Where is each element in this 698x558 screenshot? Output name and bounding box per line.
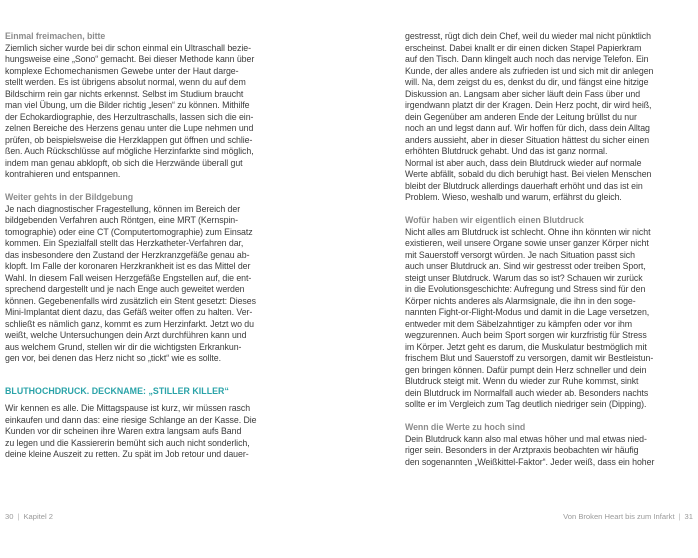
text-line: deine kleine Auszeit zu retten. Zu spät im Job retour und dauer- xyxy=(5,449,249,459)
text-line: Problem. Wieso, weshalb und warum, erfährst du gleich. xyxy=(405,192,622,202)
text-line: hungsweise eine „Sono“ gemacht. Bei dieser Methode kann über xyxy=(5,54,255,64)
text-line: Kunden vor dir scheinen ihre Waren extra langsam aufs Band xyxy=(5,426,242,436)
left-column xyxy=(5,31,293,461)
text-line: wegzurennen. Auch beim Sport sorgen wir kurzfristig für Stress xyxy=(405,330,647,340)
text-line: klopft. Im Falle der koronaren Herzkrankheit ist es das Mittel der xyxy=(5,261,251,271)
text-line: irgendwann platzt dir der Kragen. Dein Herz pocht, dir wird heiß, xyxy=(405,100,652,110)
footer-right: Von Broken Heart bis zum Infarkt | 31 xyxy=(563,512,693,521)
footer-left: 30 | Kapitel 2 xyxy=(5,512,53,521)
text-line: weißt, welche Untersuchungen dein Arzt durchführen kann und xyxy=(5,330,247,340)
text-line: bildgebenden Verfahren auch Röntgen, eine MRT (Kernspin- xyxy=(5,215,239,225)
footer-chapter: Kapitel 2 xyxy=(23,512,53,521)
text-line: man viel Übung, um die Bilder richtig „lesen“ zu können. Mithilfe xyxy=(5,100,250,110)
text-line: erhöhten Blutdruck gehabt. Und das ist ganz normal. xyxy=(405,146,608,156)
text-line: sprechend dargestellt und je nach Enge auch geweitet werden xyxy=(5,284,245,294)
text-line: erscheinst. Dabei knallt er dir einen dicken Stapel Papierkram xyxy=(405,42,642,53)
text-line: das insbesondere den Zustand der Herzkranzgefäße genau ab- xyxy=(5,249,250,260)
text-line: tomographie) oder eine CT (Computertomographie) zum Einsatz xyxy=(5,226,253,237)
text-line: Nicht alles am Blutdruck ist schlecht. Ohne ihn könnten wir nicht xyxy=(405,226,651,237)
chapter-heading-bluthochdruck: BLUTHOCHDRUCK. DECKNAME: „STILLER KILLER“ xyxy=(5,385,229,396)
text-line: gen bringen können. Dafür pumpt dein Herz schneller und dein xyxy=(405,364,647,375)
text-line: indem man genau abklopft, ob sich die Herzwände überall gut xyxy=(5,157,243,168)
text-line: komplexe Echomechanismen Gewebe unter der Haut darge- xyxy=(5,65,239,76)
text-line: gen vor, bei denen das Herz nicht so „tickt“ wie es sollte. xyxy=(5,353,221,363)
text-line: Normal ist aber auch, dass dein Blutdruck wieder auf normale xyxy=(405,157,642,168)
text-line: der Echokardiographie, des Herzultraschalls, lassen sich die ein- xyxy=(5,111,254,122)
text-line: den sogenannten „Weißkittel-Faktor“. Jeder weiß, dass ein hoher xyxy=(405,456,655,467)
text-line: Dein Blutdruck kann also mal etwas höher und mal etwas nied- xyxy=(405,433,647,444)
text-line: stellt werden. Es ist übrigens absolut normal, wenn du auf dem xyxy=(5,77,246,87)
text-line: ßen. Auch Rückschlüsse auf mögliche Herzinfarkte sind möglich, xyxy=(5,146,254,156)
text-line: gestresst, rügt dich dein Chef, weil du wieder mal nicht pünktlich xyxy=(405,31,651,41)
text-line: Bildschirm rein gar nichts erkennst. Selbst im Studium braucht xyxy=(5,88,244,99)
section-heading-bildgebung: Weiter gehts in der Bildgebung xyxy=(5,192,134,202)
text-line: einkaufen und dann das: eine riesige Schlange an der Kasse. Die xyxy=(5,414,257,425)
page-number-right: 31 xyxy=(684,512,693,521)
right-column xyxy=(405,31,693,468)
text-line: zelnen Bereiche des Herzens genau unter die Lupe nehmen und xyxy=(5,123,254,133)
text-line: Körper nichts anderes als Alarmsignale, die ihn in den soge- xyxy=(405,295,636,306)
text-line: Wir kennen es alle. Die Mittagspause ist kurz, wir müssen rasch xyxy=(5,403,251,413)
text-line: auch unser Blutdruck an. Sind wir gestresst oder treiben Sport, xyxy=(405,261,646,271)
right-page xyxy=(349,0,698,558)
text-line: im Körper. Jetzt geht es darum, die Muskulatur bestmöglich mit xyxy=(405,341,647,352)
text-line: Mini-Implantat dient dazu, das Gefäß weiter offen zu halten. Ver- xyxy=(5,307,253,317)
paragraph-werte xyxy=(405,434,693,469)
paragraph-stress xyxy=(405,31,693,204)
text-line: Ziemlich sicher wurde bei dir schon einmal ein Ultraschall bezie- xyxy=(5,42,251,53)
page-number-left: 30 xyxy=(5,512,14,521)
text-line: prüfen, ob beispielsweise die Herzklappen gut öffnen und schlie- xyxy=(5,134,253,145)
section-heading-werte: Wenn die Werte zu hoch sind xyxy=(405,422,526,432)
text-line: Diskussion an. Langsam aber sicher läuft dein Fass über und xyxy=(405,88,641,99)
paragraph-mittagspause xyxy=(5,403,293,461)
text-line: bleibt der Blutdruck allerdings dauerhaft erhöht und das ist ein xyxy=(405,180,643,191)
footer-title: Von Broken Heart bis zum Infarkt xyxy=(563,512,675,521)
text-line: können. Gegebenenfalls wird zusätzlich ein Stent gesetzt: Dieses xyxy=(5,295,256,306)
text-line: frischem Blut und Sauerstoff zu versorgen, damit wir Bestleistun- xyxy=(405,353,654,363)
text-line: sollte er im Vergleich zum Tag deutlich niedriger sein (Dipping). xyxy=(405,399,647,409)
text-line: riger sein. Besonders in der Arztpraxis beobachten wir häufig xyxy=(405,445,639,455)
paragraph-bildgebung xyxy=(5,204,293,365)
text-line: dein Blutdruck im Normalfall auch wieder ab. Besonders nachts xyxy=(405,387,649,398)
text-line: kontrahieren und entspannen. xyxy=(5,169,121,179)
section-heading-wofuer: Wofür haben wir eigentlich einen Blutdruck xyxy=(405,215,584,225)
text-line: in die Evolutionsgeschichte: Aufregung und Stress sind für den xyxy=(405,284,646,294)
paragraph-blutdruck-zweck xyxy=(405,227,693,411)
text-line: Werte abfällt, sobald du dich beruhigt hast. Bei vielen Menschen xyxy=(405,169,652,179)
text-line: auf den Tisch. Dann klingelt auch noch das nervige Telefon. Ein xyxy=(405,54,649,64)
text-line: dein Gegenüber am anderen Ende der Leitung brüllst du nur xyxy=(405,111,637,122)
text-line: kommen. Ein Spezialfall stellt das Herzkatheter-Verfahren dar, xyxy=(5,238,244,248)
text-line: nannten Fight-or-Flight-Modus und damit in die Lage versetzen, xyxy=(405,307,650,317)
text-line: Blutdruck steigt mit. Wenn du wieder zur Ruhe kommst, sinkt xyxy=(405,376,639,386)
text-line: entweder mit dem Säbelzahntiger zu kämpfen oder vor ihm xyxy=(405,318,632,329)
text-line: zu legen und die Kassiererin bemüht sich auch nicht sonderlich, xyxy=(5,437,250,448)
section-heading-freimachen: Einmal freimachen, bitte xyxy=(5,31,106,41)
text-line: Je nach diagnostischer Fragestellung, können im Bereich der xyxy=(5,203,241,214)
text-line: anders aussieht, aber in dieser Situation hättest du sicher einen xyxy=(405,134,650,145)
text-line: steigt unser Blutdruck. Warum das so ist? Schauen wir zurück xyxy=(405,272,643,283)
text-line: Wahl. In diesem Fall weisen Herzgefäße Engstellen auf, die ent- xyxy=(5,272,252,283)
text-line: will. Na, dem zeigst du es, denkst du dir, und fängst eine hitzige xyxy=(405,77,649,87)
text-line: mit Sauerstoff versorgt würden. Je nach Situation passt sich xyxy=(405,249,635,260)
text-line: noch an und legst dann auf. Wir hoffen für dich, dass dein Alltag xyxy=(405,123,650,133)
text-line: existieren, weil unsere Organe sowie unser ganzer Körper nicht xyxy=(405,238,649,248)
text-line: schließt es nämlich ganz, kommt es zum Herzinfarkt. Jetzt wo du xyxy=(5,318,254,329)
paragraph-ultraschall xyxy=(5,43,293,181)
text-line: aus welchem Grund, stellen wir dir die wichtigsten Erkrankun- xyxy=(5,341,242,352)
text-line: Kunde, der alles andere als zufrieden ist und sich mit dir anlegen xyxy=(405,65,654,76)
